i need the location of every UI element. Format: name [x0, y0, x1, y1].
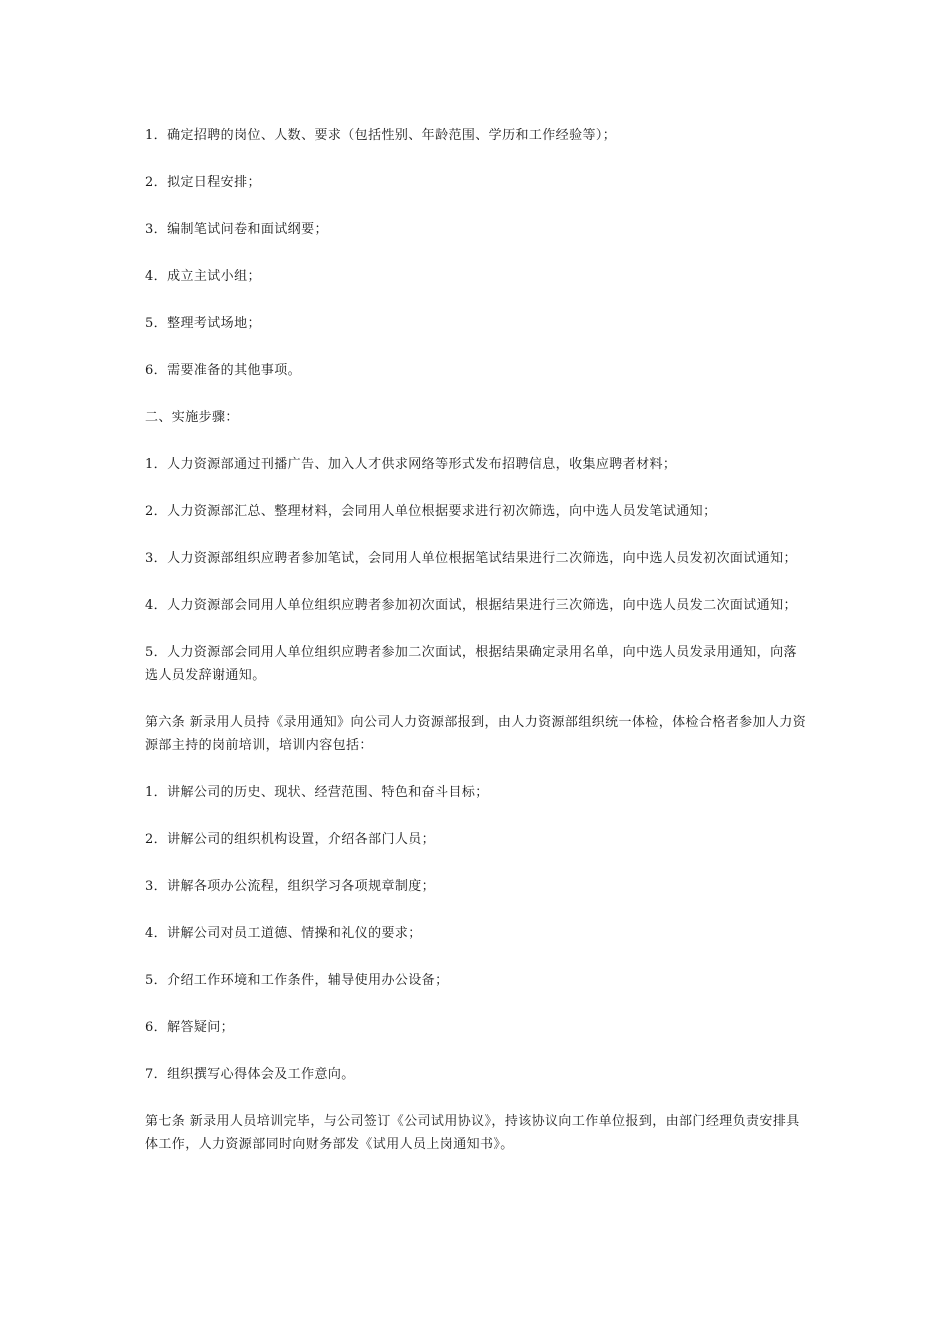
prep-item-6: 6．需要准备的其他事项。 [145, 363, 302, 378]
step-item-4: 4．人力资源部会同用人单位组织应聘者参加初次面试，根据结果进行三次筛选，向中选人员发二次面试通知； [145, 598, 797, 613]
prep-item-1: 1．确定招聘的岗位、人数、要求（包括性别、年龄范围、学历和工作经验等）； [145, 128, 617, 143]
prep-item-4: 4．成立主试小组； [145, 269, 261, 284]
training-item-3: 3．讲解各项办公流程，组织学习各项规章制度； [145, 879, 436, 894]
prep-item-3: 3．编制笔试问卷和面试纲要； [145, 222, 328, 237]
document-page [145, 124, 810, 1180]
section-heading-implementation: 二、实施步骤： [145, 410, 239, 425]
article-seven: 第七条 新录用人员培训完毕，与公司签订《公司试用协议》，持该协议向工作单位报到，由部门经理负责安排具体工作，人力资源部同时向财务部发《试用人员上岗通知书》。 [145, 1114, 800, 1152]
training-item-2: 2．讲解公司的组织机构设置，介绍各部门人员； [145, 832, 436, 847]
article-six: 第六条 新录用人员持《录用通知》向公司人力资源部报到，由人力资源部组织统一体检，体检合格者参加人力资源部主持的岗前培训，培训内容包括： [145, 715, 807, 753]
training-item-5: 5．介绍工作环境和工作条件，辅导使用办公设备； [145, 973, 449, 988]
training-item-1: 1．讲解公司的历史、现状、经营范围、特色和奋斗目标； [145, 785, 489, 800]
training-item-6: 6．解答疑问； [145, 1020, 235, 1035]
prep-item-2: 2．拟定日程安排； [145, 175, 261, 190]
training-item-4: 4．讲解公司对员工道德、情操和礼仪的要求； [145, 926, 422, 941]
training-item-7: 7．组织撰写心得体会及工作意向。 [145, 1067, 355, 1082]
step-item-5: 5．人力资源部会同用人单位组织应聘者参加二次面试，根据结果确定录用名单，向中选人员发录用通知，向落选人员发辞谢通知。 [145, 645, 797, 683]
step-item-2: 2．人力资源部汇总、整理材料，会同用人单位根据要求进行初次筛选，向中选人员发笔试通知； [145, 504, 717, 519]
step-item-3: 3．人力资源部组织应聘者参加笔试，会同用人单位根据笔试结果进行二次筛选，向中选人员发初次面试通知； [145, 551, 797, 566]
prep-item-5: 5．整理考试场地； [145, 316, 261, 331]
step-item-1: 1．人力资源部通过刊播广告、加入人才供求网络等形式发布招聘信息，收集应聘者材料； [145, 457, 677, 472]
